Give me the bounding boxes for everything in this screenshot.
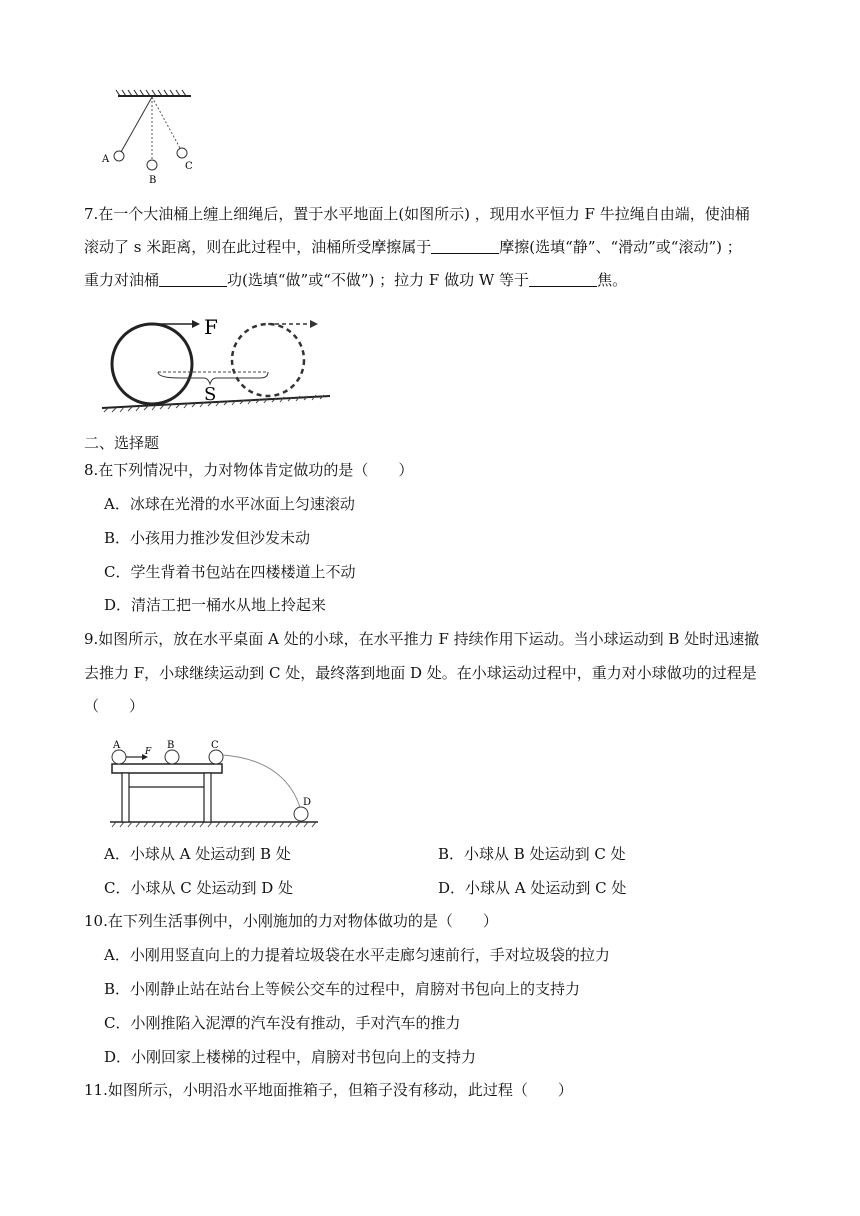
q9-option-b[interactable]: B．小球从 B 处运动到 C 处	[438, 845, 626, 863]
label-a: A	[113, 740, 121, 751]
q9-option-c[interactable]: C．小球从 C 处运动到 D 处	[104, 879, 294, 897]
label-c: C	[185, 161, 193, 172]
q10-stem: 10.在下列生活事例中，小刚施加的力对物体做功的是（ ）	[84, 912, 498, 930]
answer-blank-gravity-work[interactable]	[159, 271, 227, 287]
q9-option-a[interactable]: A．小球从 A 处运动到 B 处	[104, 845, 291, 863]
q8-option-b[interactable]: B．小孩用力推沙发但沙发未动	[104, 529, 311, 547]
q7-line3c: 焦。	[597, 271, 628, 289]
pendulum-figure	[96, 88, 206, 188]
q9-line2: 去推力 F，小球继续运动到 C 处，最终落到地面 D 处。在小球运动过程中，重力对小球做功的过程是	[84, 664, 757, 682]
q7-line2	[84, 236, 800, 258]
q7-line2a: 滚动了 s 米距离，则在此过程中，油桶所受摩擦属于	[84, 238, 432, 256]
q8-option-c[interactable]: C．学生背着书包站在四楼楼道上不动	[104, 563, 356, 581]
q8-option-d[interactable]: D．清洁工把一桶水从地上拎起来	[104, 596, 327, 614]
q7-line2b: 摩擦(选填“静”、“滑动”或“滚动”) ；	[499, 238, 742, 256]
q9-line1: 9.如图所示，放在水平桌面 A 处的小球，在水平推力 F 持续作用下运动。当小球运动到 B 处时迅速撤	[84, 630, 760, 648]
oil-drum-figure	[100, 312, 340, 424]
label-c: C	[211, 740, 219, 751]
q10-option-b[interactable]: B．小刚静止站在站台上等候公交车的过程中，肩膀对书包向上的支持力	[104, 980, 581, 998]
q10-option-c[interactable]: C．小刚推陷入泥潭的汽车没有推动，手对汽车的推力	[104, 1014, 461, 1032]
q9-option-d[interactable]: D．小球从 A 处运动到 C 处	[438, 879, 627, 897]
label-b: B	[167, 740, 175, 751]
label-f: F	[204, 315, 218, 339]
answer-blank-friction[interactable]	[431, 238, 499, 254]
q10-option-a[interactable]: A．小刚用竖直向上的力提着垃圾袋在水平走廊匀速前行，手对垃圾袋的拉力	[104, 946, 610, 964]
q9-line3: （ ）	[84, 697, 145, 715]
q10-option-d[interactable]: D．小刚回家上楼梯的过程中，肩膀对书包向上的支持力	[104, 1048, 477, 1066]
answer-blank-work-value[interactable]	[529, 271, 597, 287]
label-d: D	[303, 797, 312, 808]
q7-line3b: 功(选填“做”或“不做”) ；拉力 F 做功 W 等于	[227, 271, 530, 289]
label-a: A	[102, 154, 110, 165]
q8-option-a[interactable]: A．冰球在光滑的水平冰面上匀速滚动	[104, 495, 355, 513]
label-b: B	[149, 175, 157, 186]
section-title: 二、选择题	[84, 434, 160, 452]
label-s: S	[204, 384, 217, 405]
q8-stem: 8.在下列情况中，力对物体肯定做功的是（ ）	[84, 461, 414, 479]
q7-line3a: 重力对油桶	[84, 271, 160, 289]
q7-line3	[84, 269, 800, 291]
table-ball-figure	[104, 732, 324, 832]
q7-line1: 7.在一个大油桶上缠上细绳后，置于水平地面上(如图所示) ，现用水平恒力 F 牛拉绳自由端，使油桶	[84, 205, 750, 223]
label-f: F	[145, 747, 152, 757]
q11-stem: 11.如图所示，小明沿水平地面推箱子，但箱子没有移动，此过程（ ）	[84, 1081, 573, 1099]
